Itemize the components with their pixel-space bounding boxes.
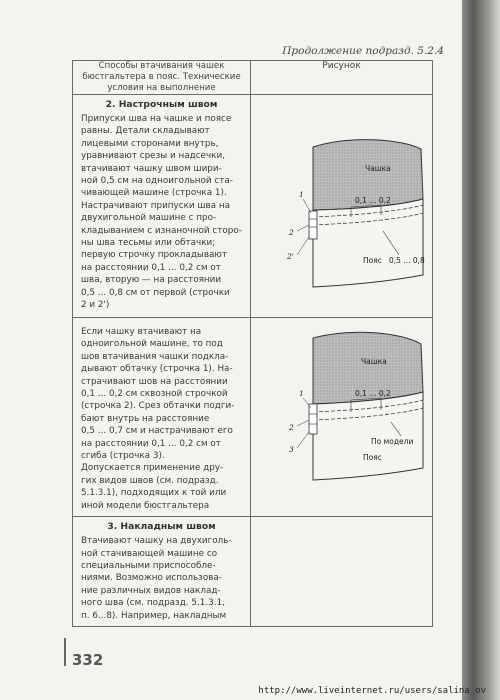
- stitch-number-2: 2: [289, 423, 294, 432]
- stitch-number-2: 2: [289, 228, 294, 237]
- stitch-number-3: 3: [289, 445, 294, 454]
- seam-detail: [309, 211, 317, 239]
- method-text: Втачивают чашку на двухиголь- ной стачивающей машине со специальными приспособле- ниями. Возможно использова- ние различных видов наклад- ного шва (см. подразд. 5.1.3.1, п. 6...8). Например, накладным: [81, 536, 232, 621]
- belt-label: Пояс: [363, 453, 382, 462]
- method-text: Припуски шва на чашке и поясе равны. Детали складывают лицевыми сторонами внутрь, уравнивают срезы и надсечки, втачивают чашку швом шири- ной 0,5 см на одноигольной ста- чивающей машине (строчка 1). Настрачивают припуски шва на двухигольной машине с про- кладыванием с изнаночной сторо- ны шва тесьмы или обтачки; первую строчку прокладывают на расстоянии 0,1 ... 0,2 см от шва, вторую — на расстоянии 0,5 ... 0,8 см от первой (строчки 2 и 2'): [81, 114, 242, 311]
- method-cell: [73, 517, 251, 627]
- figure-cell: [251, 318, 433, 517]
- table-row: [73, 318, 433, 517]
- page-number: 332: [72, 651, 104, 669]
- dimension-1: 0,1 ... 0,2: [355, 196, 391, 205]
- table-row: [73, 517, 433, 627]
- stitch-number-1: 1: [299, 389, 304, 398]
- cup-label: Чашка: [365, 164, 391, 173]
- figure-cell: [251, 517, 433, 627]
- col2-header: Рисунок: [251, 61, 433, 95]
- page-number-rule: [64, 638, 66, 666]
- model-note: По модели: [371, 437, 414, 446]
- continuation-note: Продолжение подразд. 5.2.4: [282, 45, 444, 57]
- method-text: Если чашку втачивают на одноигольной машине, то под шов втачивания чашки подкла- дывают обтачку (строчка 1). На- страчивают шов на расстоянии 0,1 ... 0,2 см сквозной строчкой (строчка 2). Срез обтачки подги- бают внутрь на расстояние 0,5 ... 0,7 см и настрачивают его на расстоянии 0,1 ... 0,2 см от сгиба (строчка 3). Допускается применение дру- гих видов швов (см. подразд. 5.1.3.1), подходящих к той или иной модели бюстгальтера: [81, 327, 235, 511]
- method-cell: [73, 318, 251, 517]
- table-row: [73, 95, 433, 318]
- section-title: 2. Настрочным швом: [105, 99, 218, 110]
- dimension-1: 0,1 ... 0,2: [355, 389, 391, 398]
- source-watermark: http://www.liveinternet.ru/users/salina_ov: [258, 686, 486, 696]
- belt-shape: [313, 392, 423, 480]
- seam-detail: [309, 404, 317, 434]
- method-cell: [73, 95, 251, 318]
- col1-header: Способы втачивания чашек бюстгальтера в пояс. Технические условия на выполнение: [73, 61, 251, 95]
- belt-shape: [313, 199, 423, 287]
- table-header-row: [73, 61, 433, 95]
- methods-table: [72, 60, 433, 627]
- cup-label: Чашка: [361, 357, 387, 366]
- belt-label: Пояс: [363, 256, 382, 265]
- stitch-number-1: 1: [299, 190, 304, 199]
- figure-facing-seam: [251, 318, 433, 510]
- section-title: 3. Накладным швом: [107, 521, 216, 533]
- dimension-2: 0,5 ... 0,8: [389, 256, 425, 265]
- page-edge: [462, 0, 500, 700]
- figure-topstitched-seam: [251, 95, 433, 317]
- figure-cell: [251, 95, 433, 318]
- stitch-number-2-prime: 2': [287, 252, 294, 261]
